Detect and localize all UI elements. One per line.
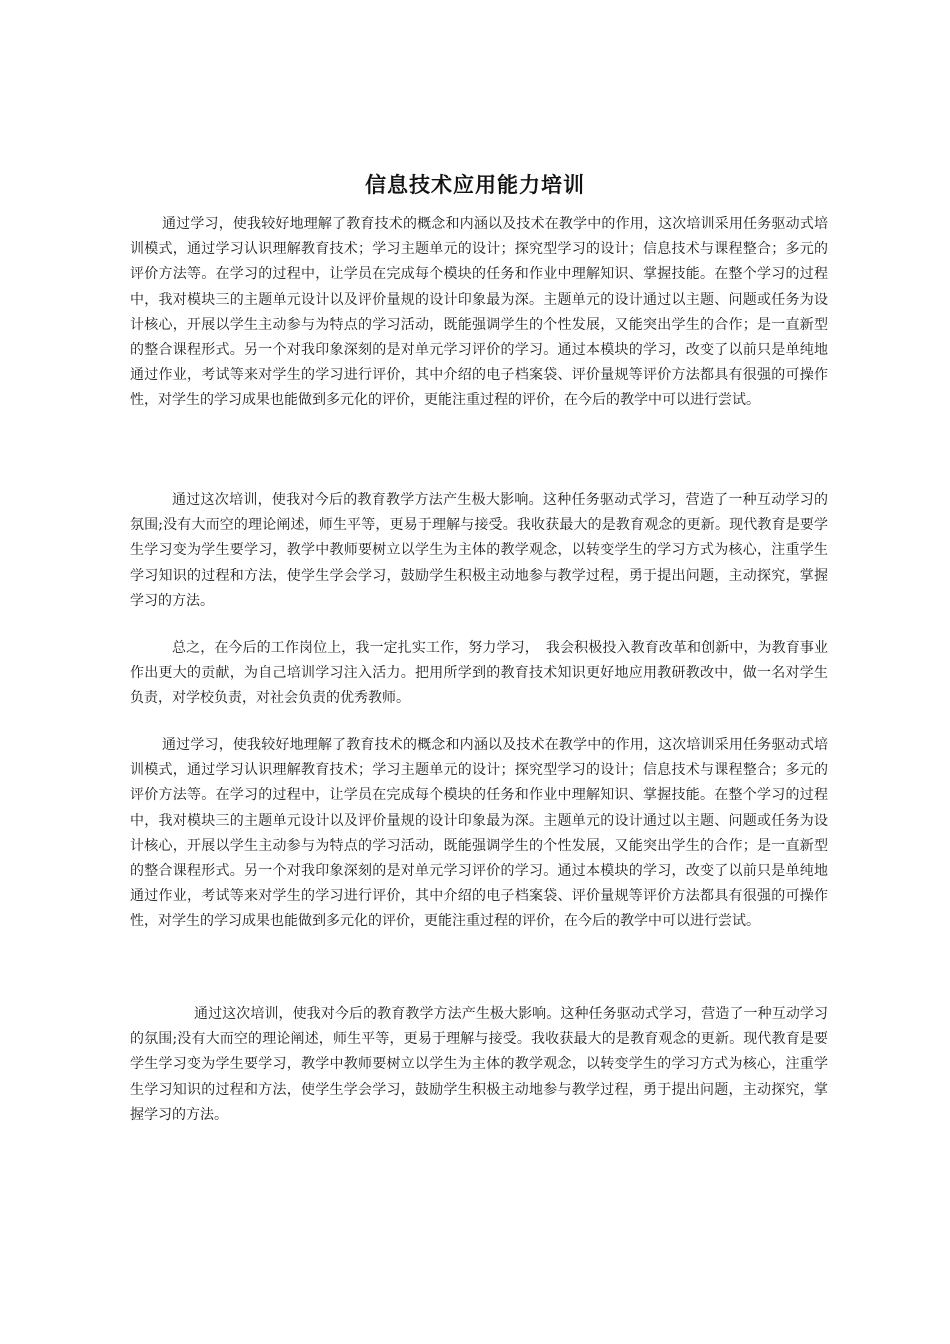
paragraph-5: 通过这次培训，使我对今后的教育教学方法产生极大影响。这种任务驱动式学习，营造了一种互动学习的氛围;没有大而空的理论阐述，师生平等，更易于理解与接受。我收获最大的是教育观念的更新。现代教育是要学生学习变为学生要学习，教学中教师要树立以学生为主体的教学观念，以转变学生的学习方式为核心，注重学生学习知识的过程和方法，使学生学会学习，鼓励学生积极主动地参与教学过程，勇于提出问题，主动探究，掌握学习的方法。	[130, 1006, 828, 1123]
paragraph-4: 通过学习，使我较好地理解了教育技术的概念和内涵以及技术在教学中的作用，这次培训采用任务驱动式培训模式，通过学习认识理解教育技术；学习主题单元的设计；探究型学习的设计；信息技术与课程整合；多元的评价方法等。在学习的过程中，让学员在完成每个模块的任务和作业中理解知识、掌握技能。在整个学习的过程中，我对模块三的主题单元设计以及评价量规的设计印象最为深。主题单元的设计通过以主题、问题或任务为设计核心，开展以学生主动参与为特点的学习活动，既能强调学生的个性发展，又能突出学生的合作；是一直新型的整合课程形式。另一个对我印象深刻的是对单元学习评价的学习。通过本模块的学习，改变了以前只是单纯地通过作业，考试等来对学生的学习进行评价，其中介绍的电子档案袋、评价量规等评价方法都具有很强的可操作性，对学生的学习成果也能做到多元化的评价，更能注重过程的评价，在今后的教学中可以进行尝试。	[130, 737, 828, 930]
paragraph-2: 通过这次培训，使我对今后的教育教学方法产生极大影响。这种任务驱动式学习，营造了一种互动学习的氛围;没有大而空的理论阐述，师生平等，更易于理解与接受。我收获最大的是教育观念的更新。现代教育是要学生学习变为学生要学习，教学中教师要树立以学生为主体的教学观念，以转变学生的学习方式为核心，注重学生学习知识的过程和方法，使学生学会学习，鼓励学生积极主动地参与教学过程，勇于提出问题，主动探究，掌握学习的方法。	[130, 492, 828, 609]
paragraph-3: 总之，在今后的工作岗位上，我一定扎实工作，努力学习， 我会积极投入教育改革和创新中，为教育事业作出更大的贡献，为自己培训学习注入活力。把用所学到的教育技术知识更好地应用教研教改中，做一名对学生负责，对学校负责，对社会负责的优秀教师。	[130, 640, 828, 707]
paragraph-1: 通过学习，使我较好地理解了教育技术的概念和内涵以及技术在教学中的作用，这次培训采用任务驱动式培训模式，通过学习认识理解教育技术；学习主题单元的设计；探究型学习的设计；信息技术与课程整合；多元的评价方法等。在学习的过程中，让学员在完成每个模块的任务和作业中理解知识、掌握技能。在整个学习的过程中，我对模块三的主题单元设计以及评价量规的设计印象最为深。主题单元的设计通过以主题、问题或任务为设计核心，开展以学生主动参与为特点的学习活动，既能强调学生的个性发展，又能突出学生的合作；是一直新型的整合课程形式。另一个对我印象深刻的是对单元学习评价的学习。通过本模块的学习，改变了以前只是单纯地通过作业，考试等来对学生的学习进行评价，其中介绍的电子档案袋、评价量规等评价方法都具有很强的可操作性，对学生的学习成果也能做到多元化的评价，更能注重过程的评价，在今后的教学中可以进行尝试。	[130, 216, 828, 409]
document-title: 信息技术应用能力培训	[365, 173, 585, 197]
